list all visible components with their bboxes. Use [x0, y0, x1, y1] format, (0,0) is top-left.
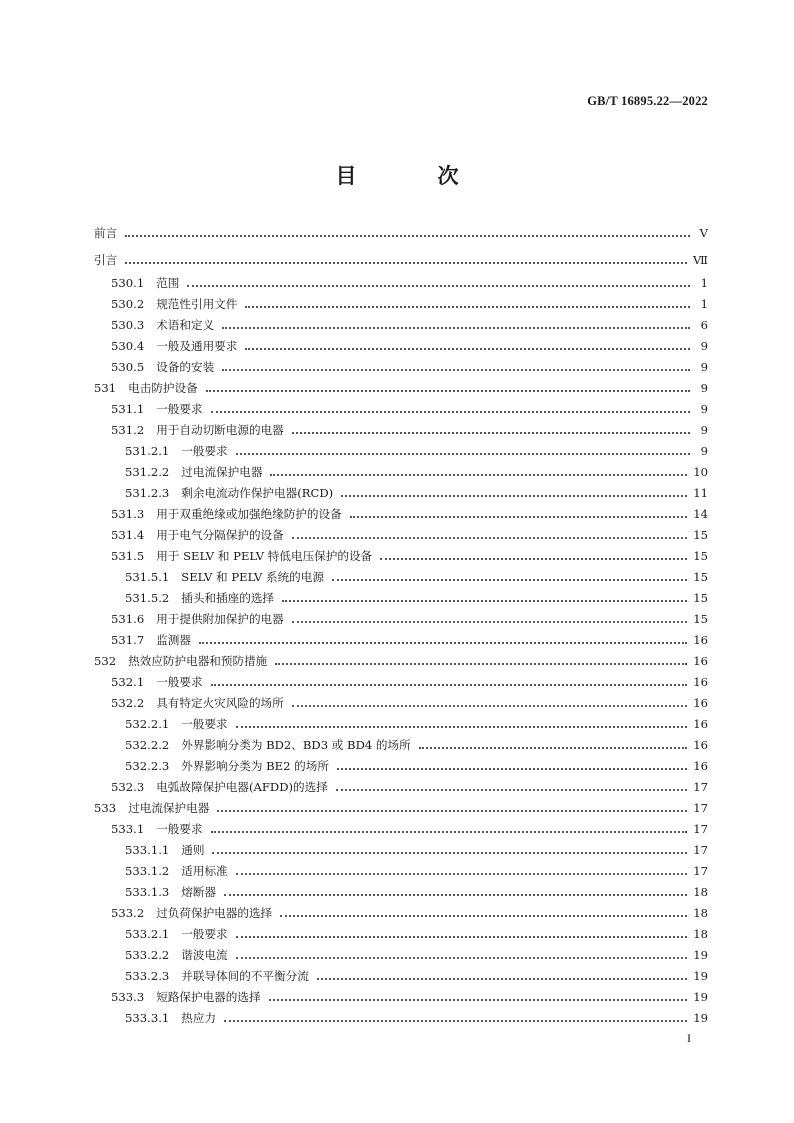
toc-entry-number: 531.7 — [111, 633, 145, 647]
toc-entry[interactable] — [94, 486, 708, 500]
toc-entry-number: 533.2 — [111, 906, 145, 920]
toc-entry-title: 电击防护设备 — [128, 381, 198, 395]
dot-leader — [350, 515, 688, 518]
toc-entry-title: 用于 SELV 和 PELV 特低电压保护的设备 — [156, 549, 373, 563]
toc-entry-number: 530.4 — [111, 339, 145, 353]
toc-entry-number: 530.5 — [111, 360, 145, 374]
toc-entry[interactable] — [94, 885, 708, 899]
toc-entry-number: 532.2.1 — [125, 717, 170, 731]
toc-entry-title: SELV 和 PELV 系统的电源 — [181, 570, 324, 584]
dot-leader — [282, 599, 687, 602]
toc-entry[interactable] — [94, 717, 708, 731]
toc-entry-title: 过电流保护电器 — [128, 801, 210, 815]
toc-entry-number: 531.2.3 — [125, 486, 170, 500]
toc-entry-page: 6 — [700, 318, 708, 332]
dot-leader — [292, 536, 687, 539]
toc-entry-number: 533.3.1 — [125, 1011, 170, 1025]
toc-entry-number: 531.2 — [111, 423, 145, 437]
table-of-contents — [94, 226, 708, 1025]
toc-entry-title: 一般要求 — [181, 717, 228, 731]
toc-entry-page: 11 — [693, 486, 708, 500]
toc-entry-number: 533.1.2 — [125, 864, 170, 878]
dot-leader — [206, 389, 690, 392]
toc-entry[interactable] — [94, 654, 708, 668]
toc-entry-page: 16 — [693, 717, 708, 731]
dot-leader — [341, 494, 687, 497]
toc-entry[interactable] — [94, 1011, 708, 1025]
dot-leader — [211, 830, 688, 833]
toc-entry-number: 532.2.3 — [125, 759, 170, 773]
toc-entry-title: 用于电气分隔保护的设备 — [156, 528, 284, 542]
toc-entry-page: 17 — [693, 864, 708, 878]
toc-entry-title: 范围 — [156, 276, 180, 290]
toc-entry-title: 电弧故障保护电器(AFDD)的选择 — [156, 780, 328, 794]
toc-entry-title: 一般要求 — [156, 675, 203, 689]
toc-entry[interactable] — [94, 801, 708, 815]
toc-entry-title: 熔断器 — [181, 885, 217, 899]
toc-entry[interactable] — [94, 339, 708, 353]
toc-entry-number: 532.3 — [111, 780, 145, 794]
toc-entry[interactable] — [94, 297, 708, 311]
toc-entry-page: 15 — [693, 528, 708, 542]
dot-leader — [419, 746, 688, 749]
toc-entry[interactable] — [94, 549, 708, 563]
page-title: 目 次 — [335, 163, 489, 188]
dot-leader — [217, 809, 687, 812]
toc-entry[interactable] — [94, 927, 708, 941]
toc-entry-page: 17 — [693, 801, 708, 815]
toc-entry-number: 531.5 — [111, 549, 145, 563]
dot-leader — [292, 620, 687, 623]
toc-entry-number: 533.2.2 — [125, 948, 170, 962]
dot-leader — [222, 326, 690, 329]
dot-leader — [275, 662, 687, 665]
toc-entry-page: 9 — [700, 402, 708, 416]
toc-entry-number: 533 — [94, 801, 117, 815]
toc-entry-page: 15 — [693, 549, 708, 563]
toc-entry-title: 过电流保护电器 — [181, 465, 263, 479]
toc-entry-number: 532.1 — [111, 675, 145, 689]
toc-entry-title: 过负荷保护电器的选择 — [156, 906, 273, 920]
toc-entry-page: 14 — [693, 507, 708, 521]
toc-entry-title: 引言 — [94, 253, 118, 267]
toc-entry-page: 16 — [693, 675, 708, 689]
toc-entry-title: 具有特定火灾风险的场所 — [156, 696, 284, 710]
toc-entry[interactable] — [94, 423, 708, 437]
toc-entry-page: 1 — [700, 297, 708, 311]
toc-entry-title: 术语和定义 — [156, 318, 215, 332]
toc-entry-page: Ⅴ — [699, 226, 708, 240]
toc-entry-number: 530.1 — [111, 276, 145, 290]
toc-entry-page: 16 — [693, 738, 708, 752]
toc-entry[interactable] — [94, 633, 708, 647]
toc-entry-title: 一般及通用要求 — [156, 339, 238, 353]
toc-entry-number: 533.3 — [111, 990, 145, 1004]
toc-entry-page: 18 — [693, 885, 708, 899]
dot-leader — [292, 431, 690, 434]
toc-entry-page: 18 — [693, 906, 708, 920]
toc-entry-title: 谐波电流 — [181, 948, 228, 962]
dot-leader — [236, 956, 688, 959]
dot-leader — [337, 767, 687, 770]
dot-leader — [125, 261, 687, 264]
toc-entry-title: 剩余电流动作保护电器(RCD) — [181, 486, 334, 500]
toc-entry-title: 用于双重绝缘或加强绝缘防护的设备 — [156, 507, 342, 521]
toc-entry-number: 531.4 — [111, 528, 145, 542]
toc-entry-page: 1 — [700, 276, 708, 290]
toc-entry[interactable] — [94, 612, 708, 626]
toc-entry[interactable] — [94, 507, 708, 521]
dot-leader — [125, 234, 690, 237]
toc-entry[interactable] — [94, 381, 708, 395]
toc-entry-number: 531.1 — [111, 402, 145, 416]
toc-entry-page: 18 — [693, 927, 708, 941]
toc-entry[interactable] — [94, 696, 708, 710]
dot-leader — [380, 557, 687, 560]
toc-entry[interactable] — [94, 675, 708, 689]
toc-entry-number: 531.6 — [111, 612, 145, 626]
toc-entry-title: 热效应防护电器和预防措施 — [128, 654, 268, 668]
toc-entry[interactable] — [94, 990, 708, 1004]
toc-entry-title: 适用标准 — [181, 864, 228, 878]
toc-entry-page: 16 — [693, 696, 708, 710]
dot-leader — [211, 410, 690, 413]
toc-entry[interactable] — [94, 444, 708, 458]
toc-entry-title: 一般要求 — [156, 402, 203, 416]
dot-leader — [211, 683, 688, 686]
toc-entry-page: Ⅶ — [693, 253, 708, 267]
dot-leader — [269, 998, 688, 1001]
toc-entry-title: 外界影响分类为 BE2 的场所 — [181, 759, 329, 773]
toc-entry-title: 并联导体间的不平衡分流 — [181, 969, 309, 983]
toc-entry[interactable] — [94, 759, 708, 773]
toc-entry[interactable] — [94, 253, 708, 267]
toc-entry-page: 9 — [700, 339, 708, 353]
dot-leader — [270, 473, 687, 476]
dot-leader — [317, 977, 687, 980]
toc-entry-page: 10 — [693, 465, 708, 479]
toc-entry[interactable] — [94, 528, 708, 542]
toc-entry-page: 15 — [693, 570, 708, 584]
dot-leader — [224, 1019, 687, 1022]
toc-entry[interactable] — [94, 591, 708, 605]
dot-leader — [199, 641, 687, 644]
dot-leader — [332, 578, 687, 581]
dot-leader — [336, 788, 687, 791]
toc-entry-page: 19 — [693, 1011, 708, 1025]
dot-leader — [280, 914, 687, 917]
toc-entry-title: 监测器 — [156, 633, 191, 647]
dot-leader — [236, 725, 688, 728]
toc-entry[interactable] — [94, 570, 708, 584]
toc-entry-page: 17 — [693, 822, 708, 836]
toc-entry-page: 9 — [700, 444, 708, 458]
toc-entry-number: 533.1.3 — [125, 885, 170, 899]
toc-entry[interactable] — [94, 360, 708, 374]
toc-entry[interactable] — [94, 276, 708, 290]
toc-entry-page: 17 — [693, 780, 708, 794]
toc-entry[interactable] — [94, 948, 708, 962]
toc-entry-page: 19 — [693, 948, 708, 962]
toc-entry-number: 533.1.1 — [125, 843, 170, 857]
toc-entry-title: 热应力 — [181, 1011, 217, 1025]
toc-entry-number: 531.2.1 — [125, 444, 170, 458]
toc-entry-number: 531 — [94, 381, 117, 395]
toc-entry-page: 17 — [693, 843, 708, 857]
toc-entry[interactable] — [94, 465, 708, 479]
toc-entry-number: 532 — [94, 654, 117, 668]
toc-entry-title: 用于自动切断电源的电器 — [156, 423, 284, 437]
toc-entry-number: 533.1 — [111, 822, 145, 836]
dot-leader — [245, 305, 690, 308]
toc-entry[interactable] — [94, 969, 708, 983]
dot-leader — [222, 368, 690, 371]
dot-leader — [187, 284, 690, 287]
page-number: I — [687, 1031, 691, 1045]
toc-entry[interactable] — [94, 780, 708, 794]
toc-entry[interactable] — [94, 738, 708, 752]
dot-leader — [245, 347, 690, 350]
toc-entry-title: 一般要求 — [181, 444, 228, 458]
standard-code: GB/T 16895.22—2022 — [587, 94, 708, 108]
toc-entry-number: 531.5.2 — [125, 591, 170, 605]
toc-entry-title: 外界影响分类为 BD2、BD3 或 BD4 的场所 — [181, 738, 411, 752]
toc-entry-number: 532.2 — [111, 696, 145, 710]
toc-entry[interactable] — [94, 822, 708, 836]
toc-entry-title: 通则 — [181, 843, 205, 857]
toc-entry-number: 533.2.1 — [125, 927, 170, 941]
toc-entry[interactable] — [94, 318, 708, 332]
toc-entry-number: 533.2.3 — [125, 969, 170, 983]
toc-entry-number: 531.5.1 — [125, 570, 170, 584]
toc-entry-title: 前言 — [94, 226, 118, 240]
dot-leader — [236, 452, 690, 455]
toc-entry[interactable] — [94, 226, 708, 240]
dot-leader — [212, 851, 687, 854]
toc-entry[interactable] — [94, 402, 708, 416]
toc-entry-number: 532.2.2 — [125, 738, 170, 752]
dot-leader — [236, 935, 688, 938]
toc-entry-page: 19 — [693, 969, 708, 983]
toc-entry-page: 15 — [693, 612, 708, 626]
toc-entry-page: 16 — [693, 633, 708, 647]
toc-entry-title: 用于提供附加保护的电器 — [156, 612, 284, 626]
toc-entry-page: 15 — [693, 591, 708, 605]
toc-entry[interactable] — [94, 864, 708, 878]
toc-entry-page: 16 — [693, 654, 708, 668]
toc-entry-page: 9 — [700, 381, 708, 395]
toc-entry-page: 9 — [700, 423, 708, 437]
toc-entry-number: 531.3 — [111, 507, 145, 521]
toc-entry-page: 9 — [700, 360, 708, 374]
toc-entry-number: 531.2.2 — [125, 465, 170, 479]
dot-leader — [292, 704, 687, 707]
toc-entry-title: 短路保护电器的选择 — [156, 990, 261, 1004]
toc-entry[interactable] — [94, 906, 708, 920]
toc-entry[interactable] — [94, 843, 708, 857]
dot-leader — [236, 872, 688, 875]
toc-entry-title: 插头和插座的选择 — [181, 591, 275, 605]
toc-entry-title: 设备的安装 — [156, 360, 215, 374]
toc-entry-title: 一般要求 — [181, 927, 228, 941]
toc-entry-page: 16 — [693, 759, 708, 773]
toc-entry-title: 规范性引用文件 — [156, 297, 238, 311]
toc-entry-number: 530.3 — [111, 318, 145, 332]
toc-entry-page: 19 — [693, 990, 708, 1004]
toc-entry-title: 一般要求 — [156, 822, 203, 836]
toc-entry-number: 530.2 — [111, 297, 145, 311]
dot-leader — [224, 893, 687, 896]
